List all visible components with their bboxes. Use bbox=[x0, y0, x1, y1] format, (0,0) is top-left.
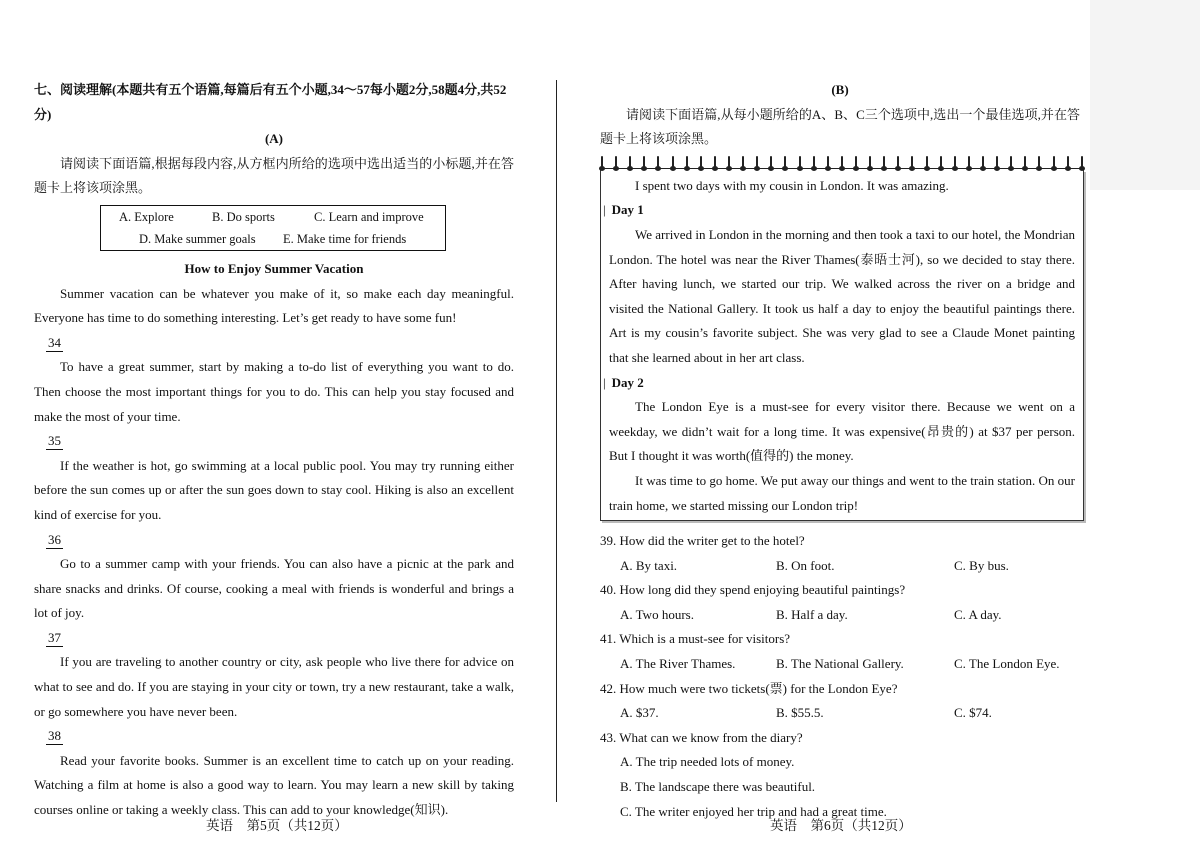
passage-intro: Summer vacation can be whatever you make of it, so make each day meaningful. Everyone has time to do something interesting. Let’s get ready to have some fun! bbox=[34, 285, 514, 326]
question-42: 42. How much were two tickets(票) for the London Eye? A. $37. B. $55.5. C. $74. bbox=[600, 680, 992, 721]
spiral-binding bbox=[601, 156, 1083, 176]
day1-text: We arrived in London in the morning and then took a taxi to our hotel, the Mondrian London. The hotel was near the River Thames(泰晤士河), so we decided to stay there. After having lunch, we started our trip. We walked across the river on a bridge and visited the National Gallery. It took us half a day to enjoy the beautiful paintings there. Art is my cousin’s favorite subject. She was very glad to see a Claude Monet painting that she learned about in her art class. bbox=[609, 226, 1075, 365]
paragraph-38: Read your favorite books. Summer is an excellent time to catch up on your reading. Watching a film at home is also a good way to learn. You may learn a new skill by taking courses online or taking a weekly class. This can add to your knowledge(知识). bbox=[34, 752, 514, 818]
paragraph-36: Go to a summer camp with your friends. You can also have a picnic at the park and share snacks and drinks. Of course, cooking a meal with friends is wonderful and brings a lot of joy. bbox=[34, 556, 514, 621]
right-page bbox=[600, 78, 1080, 824]
day1-label: | Day 1 bbox=[603, 198, 1075, 223]
heading-options-box bbox=[100, 205, 446, 251]
option-e: E. Make time for friends bbox=[283, 231, 407, 246]
question-43: 43. What can we know from the diary? A. The trip needed lots of money. B. The landscape there was beautiful. C. The writer enjoyed her trip and had a great time. bbox=[600, 729, 887, 819]
section-heading: 七、阅读理解(本题共有五个语篇,每篇后有五个小题,34～57每小题2分,58题4分,共52分) bbox=[34, 82, 507, 122]
left-page bbox=[34, 78, 514, 823]
part-a-label: (A) bbox=[264, 131, 284, 147]
blank-38: 38 bbox=[48, 728, 61, 744]
question-39: 39. How did the writer get to the hotel? A. By taxi. B. On foot. C. By bus. bbox=[600, 533, 1009, 573]
column-divider bbox=[556, 80, 557, 802]
part-b-label: (B) bbox=[831, 82, 849, 97]
part-b-instructions: 请阅读下面语篇,从每小题所给的A、B、C三个选项中,选出一个最佳选项,并在答题卡上将该项涂黑。 bbox=[600, 106, 1080, 147]
page-edge-shadow bbox=[1090, 0, 1200, 190]
day2-paragraph-1: The London Eye is a must-see for every visitor there. Because we went on a weekday, we didn’t wait for a long time. It was expensive(昂贵的) at $37 per person. But I thought it was worth(值得的) the money. bbox=[609, 399, 1075, 464]
blank-37: 37 bbox=[48, 629, 61, 645]
option-b: B. Do sports bbox=[212, 209, 275, 224]
day2-label: | Day 2 bbox=[603, 371, 1075, 396]
paragraph-37: If you are traveling to another country or city, ask people who live there for advice on what to see and do. If you are staying in your city or town, try a new restaurant, take a walk, or go somewhere you have never been. bbox=[34, 654, 514, 719]
day2-paragraph-2: It was time to go home. We put away our things and went to the train station. On our train home, we started missing our London trip! bbox=[609, 472, 1075, 513]
option-a: A. Explore bbox=[119, 209, 174, 224]
part-a-instructions: 请阅读下面语篇,根据每段内容,从方框内所给的选项中选出适当的小标题,并在答题卡上将该项涂黑。 bbox=[34, 155, 514, 196]
passage-title: How to Enjoy Summer Vacation bbox=[184, 260, 364, 276]
paragraph-34: To have a great summer, start by making a to-do list of everything you want to do. Then choose the most important things for you to do. This can help you stay focused and make the most of your time. bbox=[34, 359, 514, 424]
paragraph-35: If the weather is hot, go swimming at a local public pool. You may try running either before the sun comes up or after the sun goes down to stay cool. Hiking is also an excellent kind of exercise for you. bbox=[34, 457, 514, 522]
question-41: 41. Which is a must-see for visitors? A. The River Thames. B. The National Gallery. C. The London Eye. bbox=[600, 631, 1060, 672]
diary-intro: I spent two days with my cousin in London. It was amazing. bbox=[635, 177, 949, 193]
page-6-footer: 英语 第6页（共12页） bbox=[770, 818, 912, 833]
blank-35: 35 bbox=[48, 433, 61, 449]
blank-34: 34 bbox=[48, 334, 61, 350]
page-5-footer: 英语 第5页（共12页） bbox=[206, 818, 348, 833]
question-40: 40. How long did they spend enjoying beautiful paintings? A. Two hours. B. Half a day. C. A day. bbox=[600, 582, 1002, 622]
option-c: C. Learn and improve bbox=[314, 209, 424, 224]
option-d: D. Make summer goals bbox=[139, 231, 256, 246]
diary-box bbox=[600, 170, 1084, 521]
blank-36: 36 bbox=[48, 531, 61, 547]
